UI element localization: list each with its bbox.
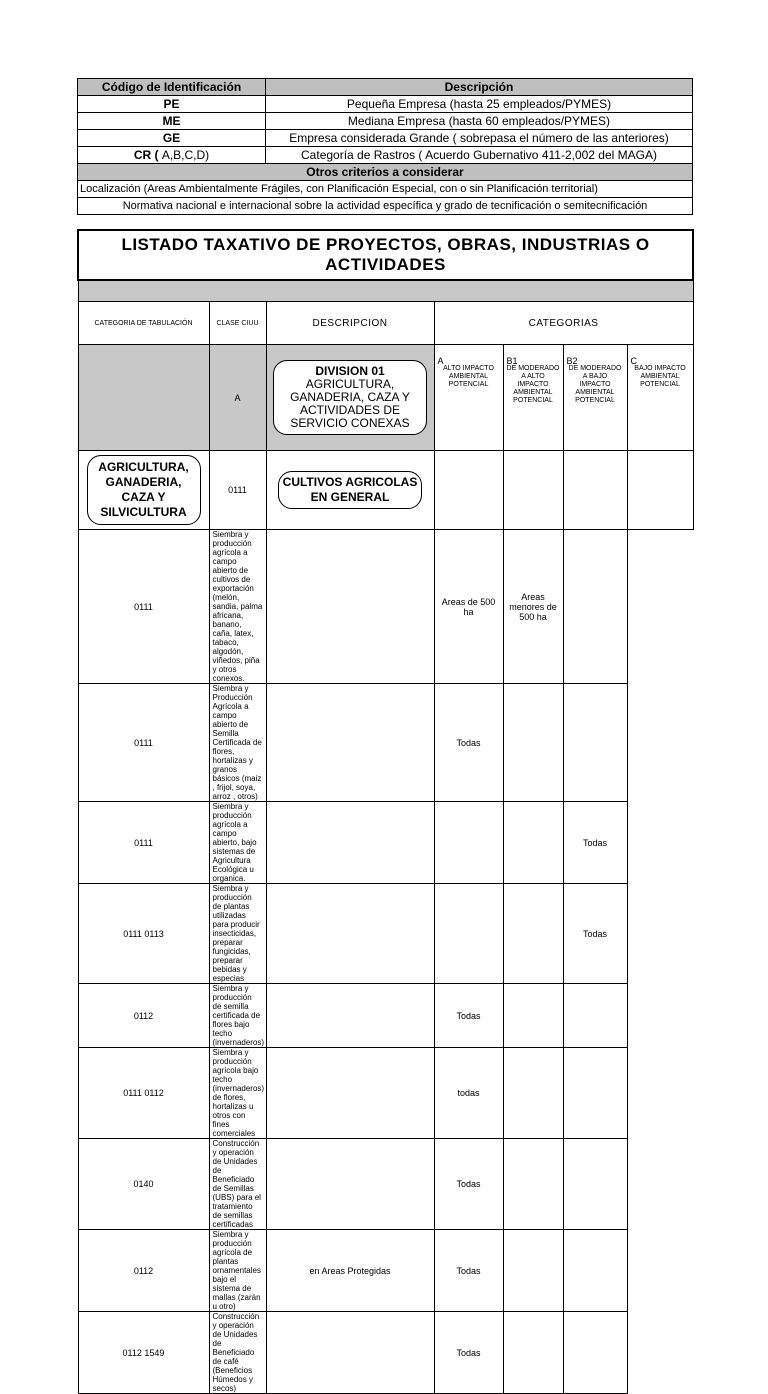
cell-c	[563, 684, 627, 802]
cell-b2: Areas menores de 500 ha	[503, 530, 563, 684]
row-desc: Siembra y producción agrícola bajo techo (invernaderos) de flores, hortalizas u otros con fines comerciales	[209, 1048, 266, 1139]
cell-b2	[503, 1048, 563, 1139]
cell-c	[563, 1230, 627, 1312]
cell-b2	[563, 451, 627, 530]
cell-b1	[434, 884, 503, 984]
group-category-cell	[78, 451, 209, 530]
division-desc-cell	[266, 345, 434, 451]
cultivos-label: CULTIVOS AGRICOLAS EN GENERAL	[282, 475, 418, 504]
legend-row	[78, 147, 693, 164]
cultivos-desc-cell	[266, 451, 434, 530]
row-clase: 0111 0113	[78, 884, 209, 984]
legend-code: ME	[78, 113, 266, 130]
column-header-row	[78, 302, 693, 345]
cell-b2	[503, 684, 563, 802]
header-descripcion: DESCRIPCION	[266, 302, 434, 345]
row-clase: 0111 0112	[78, 1048, 209, 1139]
cell-a	[266, 530, 434, 684]
legend-header-desc: Descripción	[266, 79, 693, 96]
table-body	[78, 530, 693, 1394]
cell-b1: Todas	[434, 1312, 503, 1394]
header-categorias: CATEGORIAS	[434, 302, 693, 345]
cell-a	[266, 884, 434, 984]
cultivos-box	[278, 471, 422, 509]
cat-col-b1	[503, 345, 563, 451]
row-clase: 0140	[78, 1139, 209, 1230]
cat-desc: DE MODERADO A ALTO IMPACTO AMBIENTAL POTENCIAL	[506, 365, 560, 404]
row-desc: Siembra y producción agrícola de plantas ornamentales bajo el sistema de mallas (zarán u otro)	[209, 1230, 266, 1312]
legend-other-text: Localización (Areas Ambientalmente Frágiles, con Planificación Especial, con o sin Planificación territorial)	[78, 181, 693, 198]
cell-c	[563, 1139, 627, 1230]
header-categoria: CATEGORIA DE TABULACIÓN	[78, 302, 209, 345]
group-label-box	[87, 455, 201, 525]
legend-header-row	[78, 79, 693, 96]
cell-b2	[503, 1139, 563, 1230]
title-row	[78, 230, 693, 280]
table-row	[78, 1230, 693, 1312]
division-title: DIVISION 01	[315, 364, 385, 378]
cat-letter: C	[630, 356, 637, 366]
cell-b1: Todas	[434, 1139, 503, 1230]
page-title: LISTADO TAXATIVO DE PROYECTOS, OBRAS, INDUSTRIAS O ACTIVIDADES	[78, 230, 693, 280]
legend-code: GE	[78, 130, 266, 147]
legend-other-row	[78, 181, 693, 198]
legend-code-cr-extra: A,B,C,D)	[161, 147, 210, 162]
cell-c	[563, 1312, 627, 1394]
cell-b2	[503, 802, 563, 884]
legend-desc: Pequeña Empresa (hasta 25 empleados/PYMES)	[266, 96, 693, 113]
cell-a	[266, 684, 434, 802]
legend-other-header-row	[78, 164, 693, 181]
legend-row	[78, 130, 693, 147]
table-row	[78, 1048, 693, 1139]
division-row	[78, 345, 693, 451]
table-row	[78, 684, 693, 802]
cat-letter: B2	[566, 356, 578, 366]
row-clase: 0111	[78, 802, 209, 884]
cat-col-a	[434, 345, 503, 451]
cell-a	[266, 1312, 434, 1394]
cat-letter: B1	[506, 356, 518, 366]
cat-letter: A	[437, 356, 444, 366]
row-clase: 0112	[78, 984, 209, 1048]
row-desc: Siembra y Producción Agrícola a campo abierto de Semilla Certificada de flores, hortalizas y granos básicos (maiz , frijol, soya, arroz , otros)	[209, 684, 266, 802]
cell-b1: Todas	[434, 984, 503, 1048]
row-clase: 0111	[78, 684, 209, 802]
cell-a	[266, 984, 434, 1048]
cell-b1: Areas de 500 ha	[434, 530, 503, 684]
division-subtitle: AGRICULTURA, GANADERIA, CAZA Y ACTIVIDADES DE SERVICIO CONEXAS	[290, 377, 410, 430]
legend-desc: Mediana Empresa (hasta 60 empleados/PYMES)	[266, 113, 693, 130]
row-desc: Siembra y producción de semilla certificada de flores bajo techo (invernaderos)	[209, 984, 266, 1048]
table-row	[78, 1139, 693, 1230]
grey-spacer-row	[78, 280, 693, 302]
row-desc: Construcción y operación de Unidades de Beneficiado de café (Beneficios Húmedos y secos)	[209, 1312, 266, 1394]
legend-row	[78, 96, 693, 113]
cell-a	[434, 451, 503, 530]
table-row	[78, 984, 693, 1048]
cell-b2	[503, 884, 563, 984]
legend-table	[77, 78, 693, 215]
legend-header-code: Código de Identificación	[78, 79, 266, 96]
legend-other-row	[78, 198, 693, 215]
cell-c: Todas	[563, 884, 627, 984]
row-clase: 0112	[78, 1230, 209, 1312]
legend-desc: Categoría de Rastros ( Acuerdo Gubernativo 411-2,002 del MAGA)	[266, 147, 693, 164]
cat-col-b2	[563, 345, 627, 451]
header-clase: CLASE CIUU	[209, 302, 266, 345]
row-desc: Construcción y operación de Unidades de Beneficiado de Semillas (UBS) para el tratamiento de semillas certificadas	[209, 1139, 266, 1230]
cell-b2	[503, 1312, 563, 1394]
cultivos-clase: 0111	[209, 451, 266, 530]
table-row	[78, 802, 693, 884]
legend-code-cr-main: CR (	[133, 147, 162, 162]
table-row	[78, 530, 693, 684]
cell-c	[563, 984, 627, 1048]
row-desc: Siembra y producción de plantas utilizadas para producir insecticidas, preparar fungicidas, preparar bebidas y especias	[209, 884, 266, 984]
cell-a	[266, 802, 434, 884]
table-row	[78, 1312, 693, 1394]
grey-spacer	[78, 280, 693, 302]
division-box	[273, 360, 427, 435]
cat-desc: DE MODERADO A BAJO IMPACTO AMBIENTAL POTENCIAL	[568, 365, 622, 404]
division-category-cell	[78, 345, 209, 451]
cell-b1: Todas	[434, 684, 503, 802]
legend-desc: Empresa considerada Grande ( sobrepasa el número de las anteriores)	[266, 130, 693, 147]
cell-b2	[503, 1230, 563, 1312]
cat-desc: BAJO IMPACTO AMBIENTAL POTENCIAL	[634, 365, 686, 388]
cell-a	[266, 1048, 434, 1139]
table-row	[78, 884, 693, 984]
cat-col-c	[627, 345, 693, 451]
cell-c	[627, 451, 693, 530]
row-clase: 0111	[78, 530, 209, 684]
division-clase: A	[209, 345, 266, 451]
cell-b2	[503, 984, 563, 1048]
cell-b1: todas	[434, 1048, 503, 1139]
legend-other-header: Otros criterios a considerar	[78, 164, 693, 181]
cell-b1	[434, 802, 503, 884]
row-desc: Siembra y producción agrícola a campo abierto, bajo sistemas de Agricultura Ecológica u organica.	[209, 802, 266, 884]
cell-b1: Todas	[434, 1230, 503, 1312]
main-table	[77, 229, 694, 1394]
cat-desc: ALTO IMPACTO AMBIENTAL POTENCIAL	[443, 365, 494, 388]
cell-c	[563, 530, 627, 684]
row-clase: 0112 1549	[78, 1312, 209, 1394]
row-desc: Siembra y producción agrícola a campo abierto de cultivos de exportación (melón, sandia, palma africana, banano, caña, latex, tabaco, algodón, viñedos, piña y otros conexos.	[209, 530, 266, 684]
legend-code-cr	[78, 147, 266, 164]
legend-other-text: Normativa nacional e internacional sobre la actividad específica y grado de tecnificación o semitecnificación	[78, 198, 693, 215]
cell-c: Todas	[563, 802, 627, 884]
legend-row	[78, 113, 693, 130]
cell-c	[563, 1048, 627, 1139]
cell-a: en Areas Protegidas	[266, 1230, 434, 1312]
legend-code: PE	[78, 96, 266, 113]
cell-a	[266, 1139, 434, 1230]
group-label: AGRICULTURA, GANADERIA, CAZA Y SILVICULTURA	[98, 460, 189, 519]
cell-b1	[503, 451, 563, 530]
cultivos-row	[78, 451, 693, 530]
